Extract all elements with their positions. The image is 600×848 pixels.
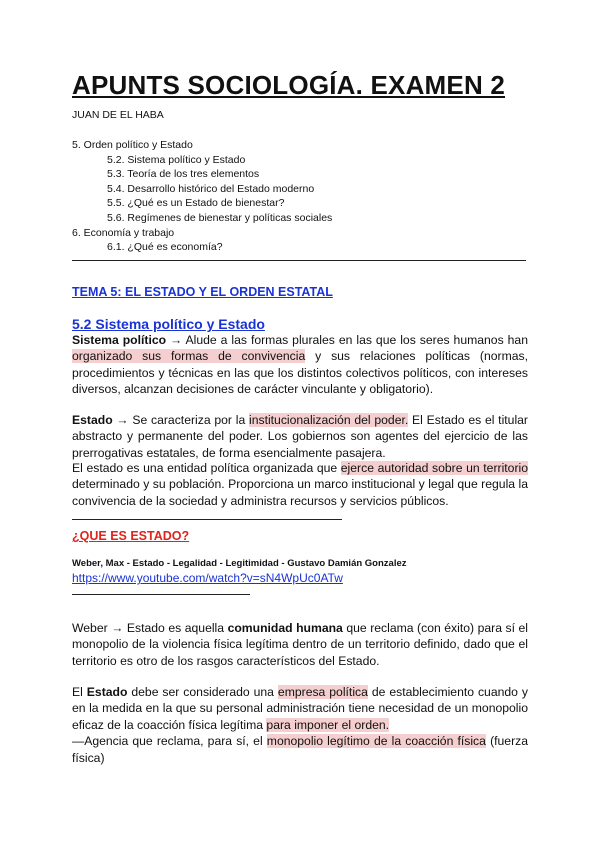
text-span: → Se caracteriza por la [112, 413, 249, 427]
text-span: y sus relaciones políticas (normas, procedimientos y técnicas en las que los distintos colectivos políticos, con intereses diversos, alcanzan decisiones de carácter vinculante y obligatorio). [72, 349, 528, 397]
text-span: (fuerza física) [72, 734, 528, 765]
text-span: El estado es una entidad política organizada que [72, 461, 341, 475]
text-span: debe ser considerado una [127, 685, 278, 699]
estado-definition-paragraph [72, 412, 528, 461]
highlight: monopolio legítimo de la coacción física [266, 734, 486, 749]
text-span: que reclama (con éxito) para sí el monopolio de la violencia física legítima dentro de un territorio definido, dado que el territorio es otro de los rasgos característicos del Estado. [72, 621, 528, 668]
text-span: El [72, 685, 87, 699]
term-bold: comunidad humana [227, 621, 343, 635]
highlight: para imponer el orden. [266, 717, 390, 732]
divider [72, 594, 250, 595]
highlight: institucionalización del poder. [248, 413, 409, 427]
term-bold: Sistema político [72, 333, 167, 347]
estado-empresa-paragraph [72, 684, 528, 766]
text-span: El Estado es el titular abstracto y permanente del poder. Los gobiernos son agentes del ejercicio de las prerrogativas estatales, de forma esencialmente pasajera. [72, 413, 528, 460]
toc-item: 5.2. Sistema político y Estado [107, 153, 246, 166]
highlight: empresa política [277, 685, 368, 699]
toc-item: 5.4. Desarrollo histórico del Estado moderno [107, 182, 315, 195]
video-title: Weber, Max - Estado - Legalidad - Legitimidad - Gustavo Damián Gonzalez [72, 558, 407, 569]
term-bold: Estado [72, 413, 113, 427]
toc-item: 5.6. Regímenes de bienestar y políticas sociales [107, 211, 333, 224]
text-span: determinado y su población. Proporciona un marco institucional y legal que regula la convivencia de la sociedad y administra recursos y servicios públicos. [72, 477, 528, 508]
estado-entity-paragraph [72, 460, 528, 509]
table-of-contents [72, 138, 332, 255]
que-es-estado-heading-link[interactable]: ¿QUE ES ESTADO? [72, 529, 190, 543]
divider [72, 260, 526, 261]
document-title: APUNTS SOCIOLOGÍA. EXAMEN 2 [72, 70, 506, 100]
toc-item: 5.5. ¿Qué es un Estado de bienestar? [107, 197, 285, 210]
highlight: ejerce autoridad sobre un territorio [340, 461, 528, 475]
divider [72, 519, 342, 520]
toc-item: 5.3. Teoría de los tres elementos [107, 168, 260, 181]
toc-item: 5. Orden político y Estado [72, 139, 193, 151]
term-bold: Estado [86, 685, 128, 699]
text-span: Weber → Estado es aquella [72, 621, 228, 635]
toc-item: 6.1. ¿Qué es economía? [107, 241, 223, 254]
text-span: de establecimiento cuando y en la medida en la que su personal administración tiene necesidad de un monopolio eficaz de la coacción física legítima [72, 685, 528, 732]
video-link[interactable]: https://www.youtube.com/watch?v=sN4WpUc0ATw [72, 571, 343, 585]
text-span: —Agencia que reclama, para sí, el [72, 734, 267, 749]
weber-paragraph [72, 620, 528, 669]
sistema-politico-paragraph [72, 332, 528, 398]
text-span: → Alude a las formas plurales en las que los seres humanos han [166, 333, 528, 347]
tema-heading-link[interactable]: TEMA 5: EL ESTADO Y EL ORDEN ESTATAL [72, 285, 333, 299]
section-heading-link[interactable]: 5.2 Sistema político y Estado [72, 316, 265, 332]
author-name: JUAN DE EL HABA [72, 109, 164, 121]
highlight: organizado sus formas de convivencia [72, 349, 306, 364]
toc-item: 6. Economía y trabajo [72, 226, 175, 239]
